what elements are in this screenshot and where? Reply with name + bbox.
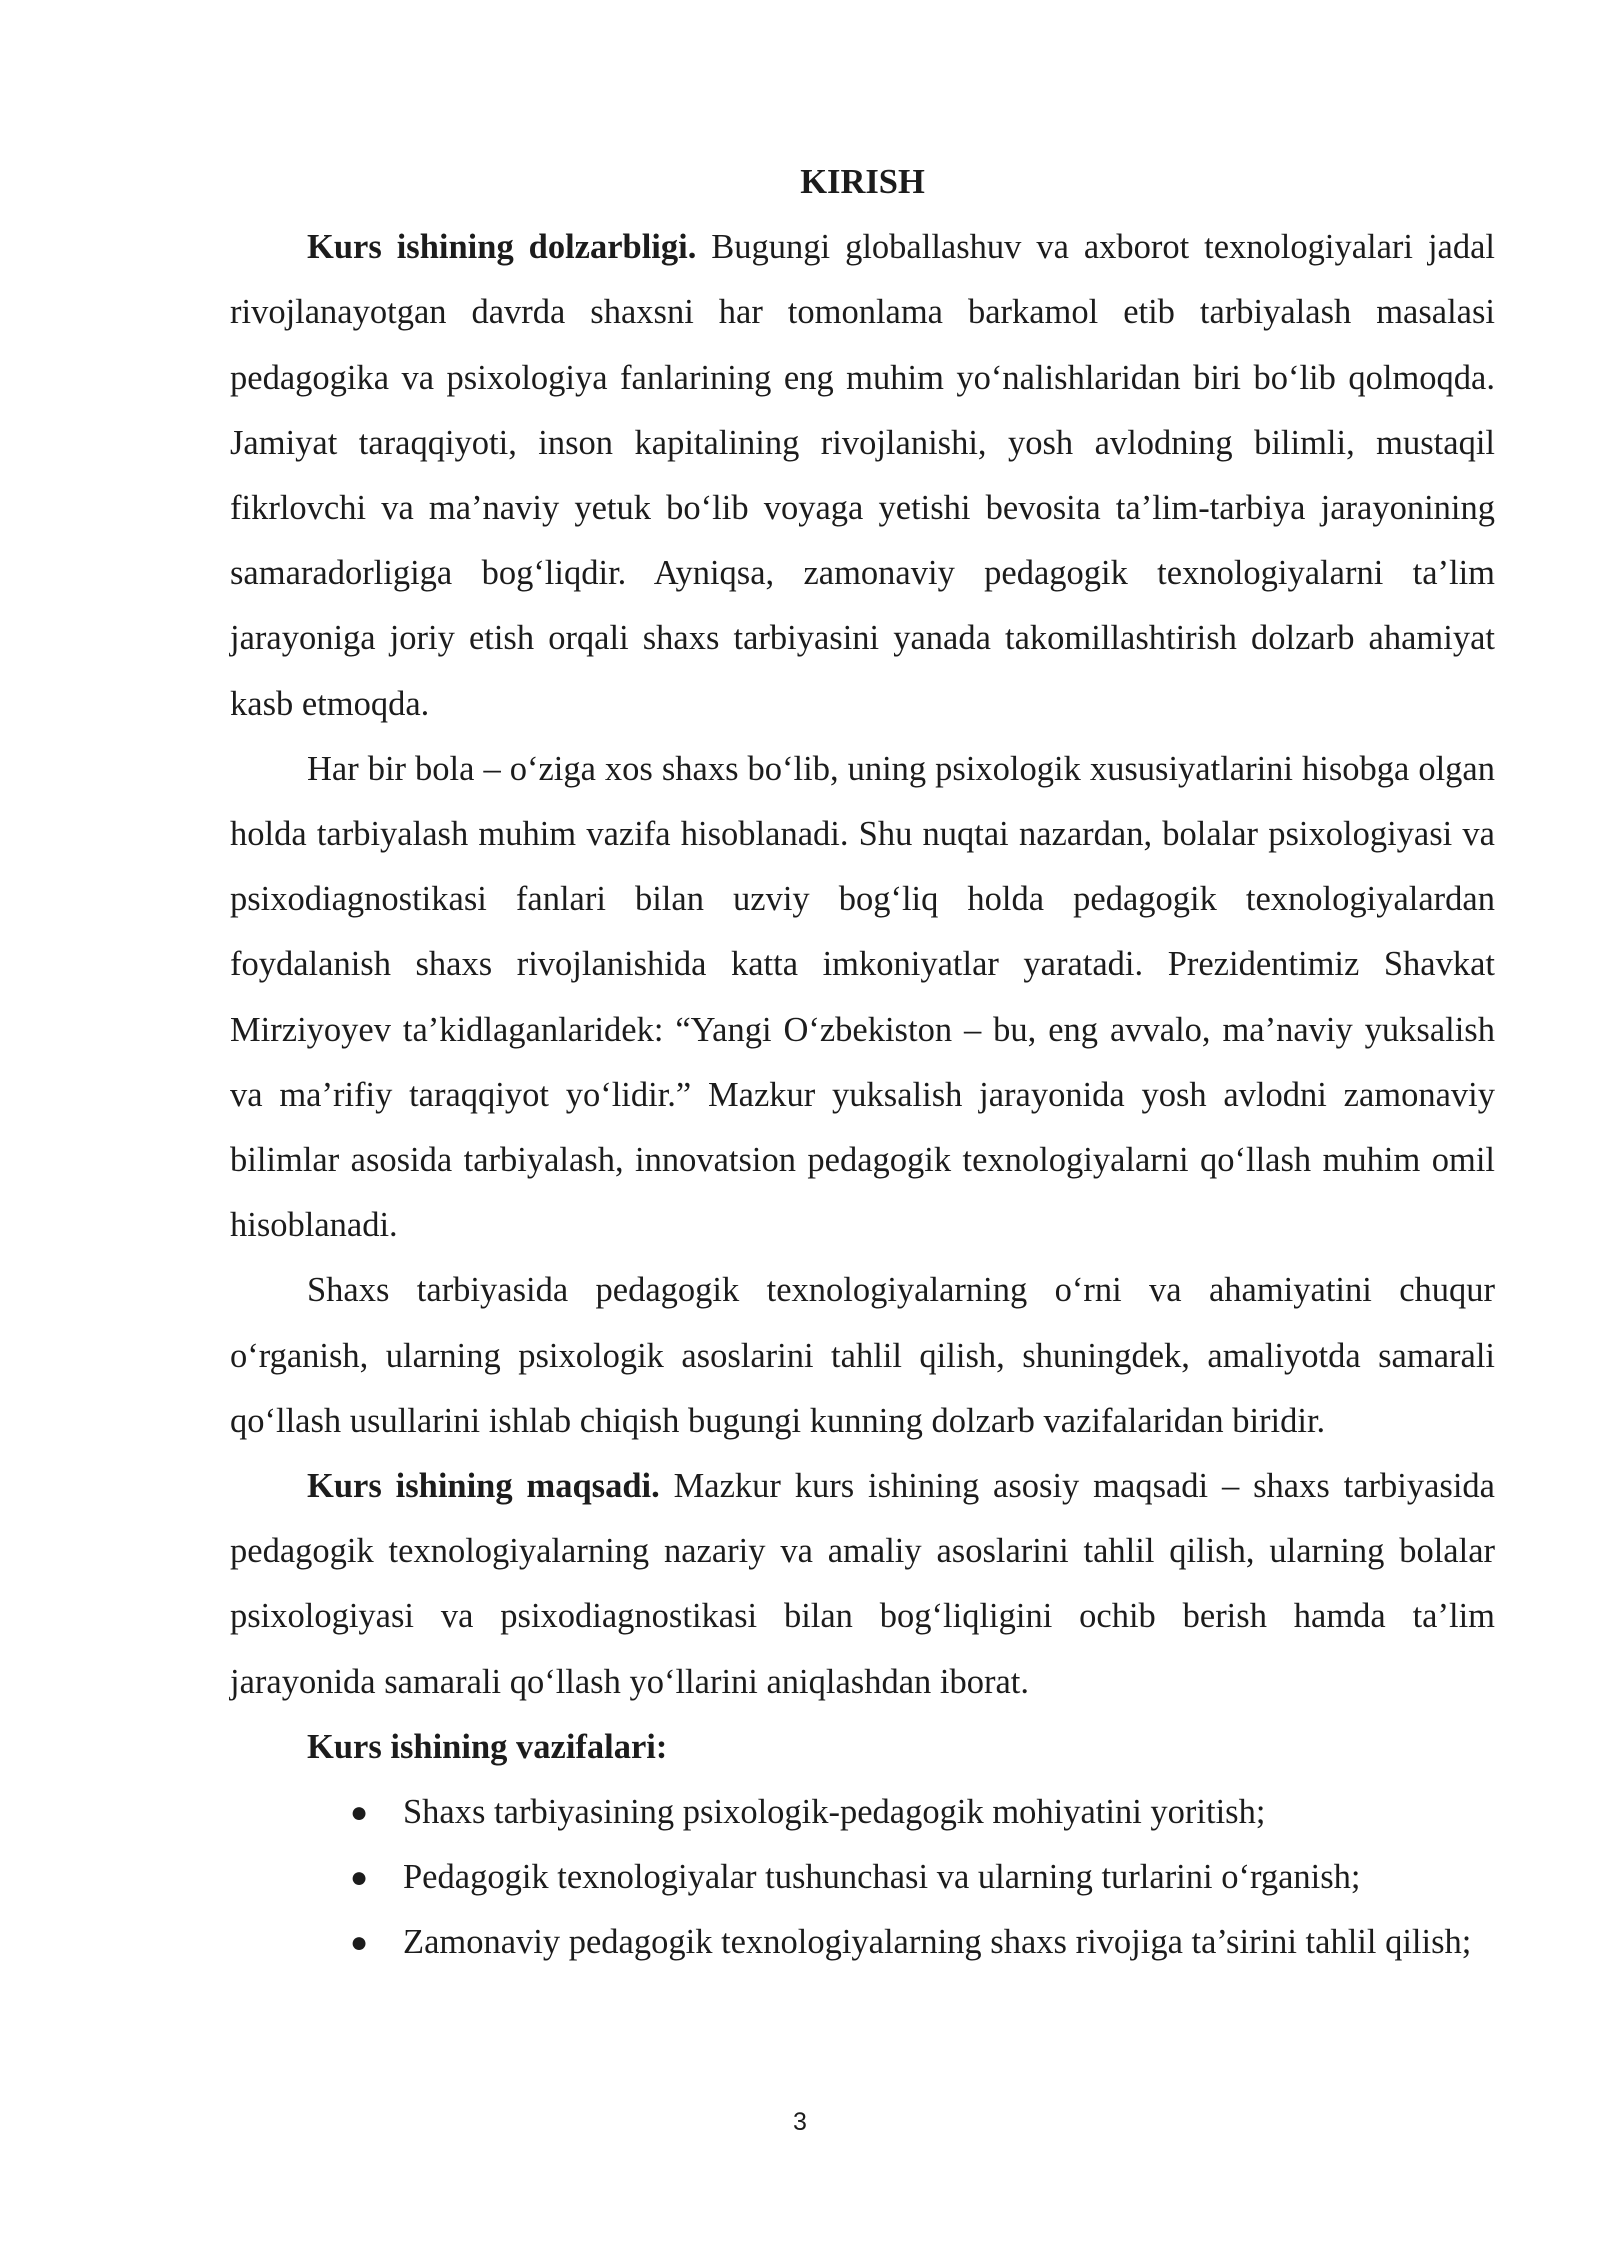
paragraph-lead: Kurs ishining dolzarbligi. [307, 228, 697, 267]
paragraph-text: Bugungi globallashuv va axborot texnologiyalari jadal rivojlanayotgan davrda shaxsni har tomonlama barkamol etib tarbiyalash masalasi pedagogika va psixologiya fanlarining eng muhim yo‘nalishlaridan biri bo‘lib qolmoqda. Jamiyat taraqqiyoti, inson kapitalining rivojlanishi, yosh avlodning bilimli, mustaqil fikrlovchi va ma’naviy yetuk bo‘lib voyaga yetishi bevosita ta’lim-tarbiya jarayonining samaradorligiga bog‘liqdir. Ayniqsa, zamonaviy pedagogik texnologiyalarni ta’lim jarayoniga joriy etish orqali shaxs tarbiyasini yanada takomillashtirish dolzarb ahamiyat kasb etmoqda. [230, 228, 1495, 723]
bullet-icon: ● [350, 1926, 369, 1960]
paragraph-lead: Kurs ishining maqsadi. [307, 1467, 660, 1506]
list-item-text: Shaxs tarbiyasining psixologik-pedagogik mohiyatini yoritish; [403, 1793, 1266, 1832]
paragraph-child-personality [230, 737, 1495, 1259]
paragraph-text: Shaxs tarbiyasida pedagogik texnologiyalarning o‘rni va ahamiyatini chuqur o‘rganish, ularning psixologik asoslarini tahlil qilish, shuningdek, amaliyotda samarali qo‘llash usullarini ishlab chiqish bugungi kunning dolzarb vazifalaridan biridir. [230, 1271, 1495, 1440]
page-number: 3 [793, 2108, 807, 2136]
tasks-list [230, 1780, 1495, 1976]
paragraph-technology-role [230, 1258, 1495, 1454]
list-item [350, 1780, 1495, 1845]
bullet-icon: ● [350, 1861, 369, 1895]
list-item [350, 1910, 1495, 1975]
list-item [350, 1845, 1495, 1910]
list-item-text: Zamonaviy pedagogik texnologiyalarning shaxs rivojiga ta’sirini tahlil qilish; [403, 1923, 1472, 1962]
bullet-icon: ● [350, 1796, 369, 1830]
paragraph-relevance [230, 215, 1495, 737]
tasks-title: Kurs ishining vazifalari: [307, 1727, 668, 1766]
page-content [230, 150, 1495, 1976]
paragraph-text: Mazkur kurs ishining asosiy maqsadi – shaxs tarbiyasida pedagogik texnologiyalarning nazariy va amaliy asoslarini tahlil qilish, ularning bolalar psixologiyasi va psixodiagnostikasi bilan bog‘liqligini ochib berish hamda ta’lim jarayonida samarali qo‘llash yo‘llarini aniqlashdan iborat. [230, 1467, 1495, 1701]
paragraph-text: Har bir bola – o‘ziga xos shaxs bo‘lib, uning psixologik xususiyatlarini hisobga olgan holda tarbiyalash muhim vazifa hisoblanadi. Shu nuqtai nazardan, bolalar psixologiyasi va psixodiagnostikasi fanlari bilan uzviy bog‘liq holda pedagogik texnologiyalardan foydalanish shaxs rivojlanishida katta imkoniyatlar yaratadi. Prezidentimiz Shavkat Mirziyoyev ta’kidlaganlaridek: “Yangi O‘zbekiston – bu, eng avvalo, ma’naviy yuksalish va ma’rifiy taraqqiyot yo‘lidir.” Mazkur yuksalish jarayonida yosh avlodni zamonaviy bilimlar asosida tarbiyalash, innovatsion pedagogik texnologiyalarni qo‘llash muhim omil hisoblanadi. [230, 749, 1495, 1245]
section-heading: KIRISH [800, 163, 925, 201]
list-item-text: Pedagogik texnologiyalar tushunchasi va ularning turlarini o‘rganish; [403, 1858, 1361, 1897]
paragraph-goal [230, 1454, 1495, 1715]
